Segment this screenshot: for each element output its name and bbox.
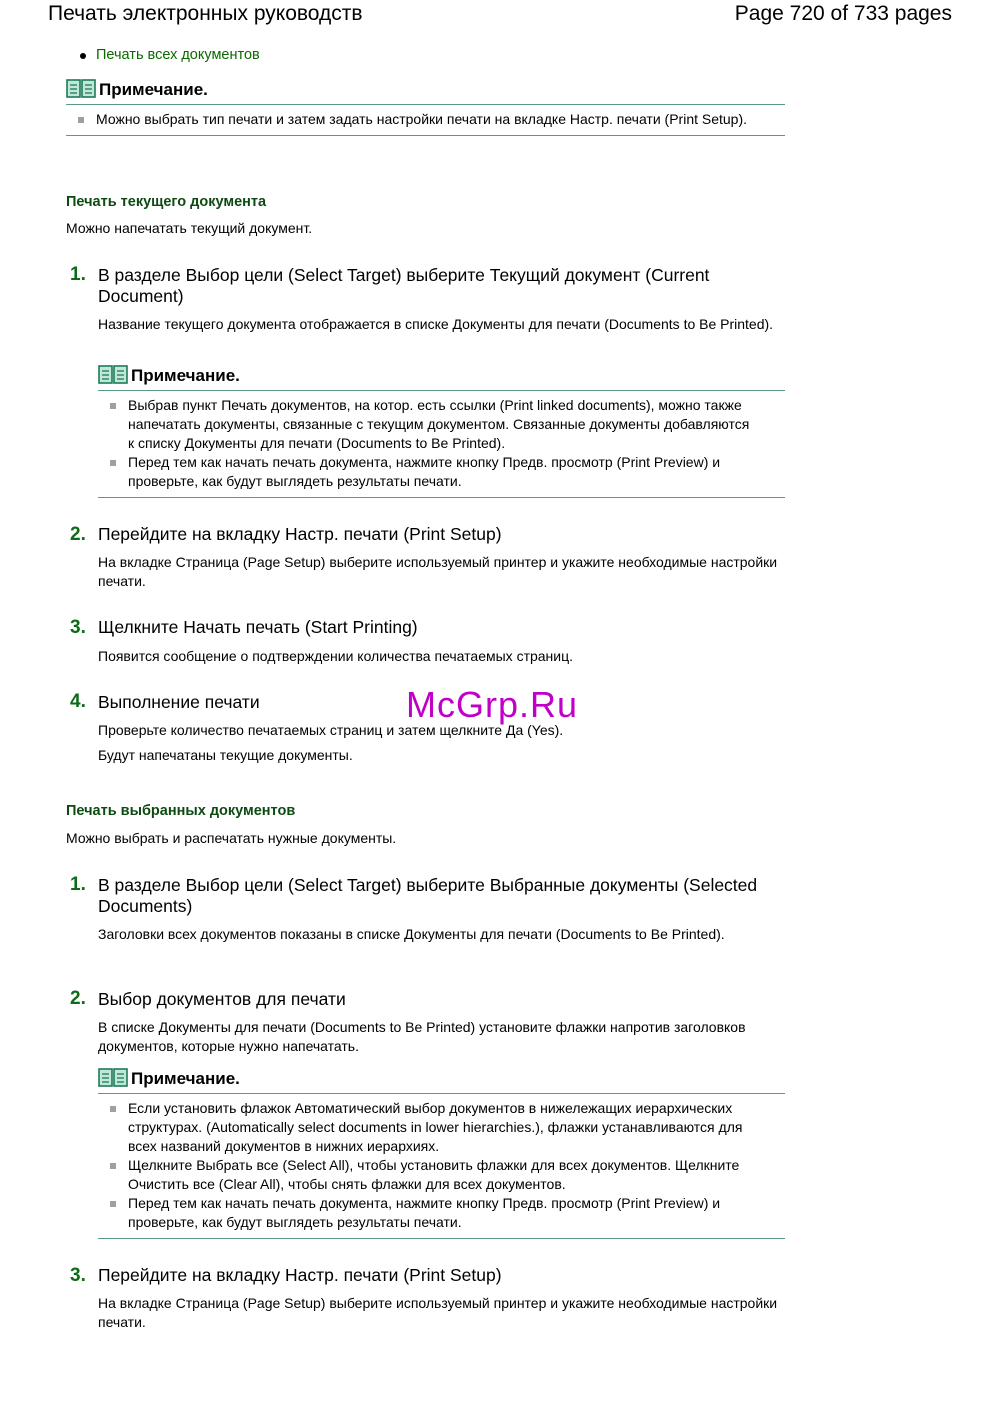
step-text: Появится сообщение о подтверждении количества печатаемых страниц. [98,648,574,664]
note-items [66,105,785,136]
book-icon [66,78,96,105]
step-text: Заголовки всех документов показаны в списке Документы для печати (Documents to Be Printed). [98,926,725,942]
page-counter: Page 720 of 733 pages [734,2,952,25]
note-item-text: Перед тем как начать печать документа, нажмите кнопку Предв. просмотр (Print Preview) и проверьте, как будут выглядеть результаты печати. [128,454,721,489]
note-label: Примечание. [99,80,208,99]
step-text: На вкладке Страница (Page Setup) выберите используемый принтер и укажите необходимые настройки печати. [98,554,778,589]
step-number: 1. [70,264,86,285]
section-title: Печать текущего документа [66,194,267,210]
note-item-text: Можно выбрать тип печати и затем задать настройки печати на вкладке Настр. печати (Print Setup). [96,111,748,127]
step-text: Название текущего документа отображается в списке Документы для печати (Documents to Be Printed). [98,316,774,332]
step-title: Выполнение печати [98,692,260,712]
print-all-documents-link[interactable]: Печать всех документов [96,47,260,63]
note-item [98,1099,755,1156]
bullet-dot [80,53,86,59]
step-title: Щелкните Начать печать (Start Printing) [98,617,418,637]
note-box [66,78,785,136]
note-box [98,1067,785,1239]
note-header [66,78,785,105]
note-label: Примечание. [131,366,240,385]
note-item-text: Если установить флажок Автоматический выбор документов в нижележащих иерархических структурах. (Automatically select documents in lower hierarchies.), флажки устанавливаются для всех названий документов в нижних иерархиях. [128,1100,743,1154]
site-watermark: McGrp.Ru [406,684,579,725]
section-intro: Можно выбрать и распечатать нужные документы. [66,830,397,846]
note-item-text: Выбрав пункт Печать документов, на котор. есть ссылки (Print linked documents), можно также напечатать документы, связанные с текущим документом. Связанные документы добавляются к списку Документы для печати (Documents to Be Printed). [128,397,750,451]
book-icon [98,1067,128,1094]
step-text: Будут напечатаны текущие документы. [98,747,353,763]
square-bullet [110,460,116,466]
note-items [98,391,785,498]
note-item [98,1194,755,1232]
step-title: Перейдите на вкладку Настр. печати (Print Setup) [98,524,502,544]
square-bullet [110,1106,116,1112]
step-number: 1. [70,874,86,895]
manual-title: Печать электронных руководств [48,2,363,25]
note-item [98,1156,755,1194]
section-title: Печать выбранных документов [66,803,296,819]
square-bullet [110,403,116,409]
note-header [98,1067,785,1094]
step-text: Проверьте количество печатаемых страниц и затем щелкните Да (Yes). [98,722,564,738]
square-bullet [110,1163,116,1169]
note-header [98,364,785,391]
step-number: 3. [70,1265,86,1286]
note-item-text: Щелкните Выбрать все (Select All), чтобы установить флажки для всех документов. Щелкните Очистить все (Clear All), чтобы снять флажки для всех документов. [128,1157,740,1192]
step-text: На вкладке Страница (Page Setup) выберите используемый принтер и укажите необходимые настройки печати. [98,1295,778,1330]
square-bullet [110,1201,116,1207]
note-item [66,110,785,129]
note-item [98,453,755,491]
note-box [98,364,785,498]
step-text: В списке Документы для печати (Documents to Be Printed) установите флажки напротив заголовков документов, которые нужно напечатать. [98,1019,746,1054]
step-number: 3. [70,617,86,638]
page-header [48,0,952,32]
step-number: 4. [70,691,86,712]
note-items [98,1094,785,1239]
step-title: Перейдите на вкладку Настр. печати (Print Setup) [98,1265,502,1285]
step-number: 2. [70,988,86,1009]
book-icon [98,364,128,391]
square-bullet [78,117,84,123]
step-title: Выбор документов для печати [98,989,346,1009]
step-title: В разделе Выбор цели (Select Target) выберите Текущий документ (Current Document) [98,265,710,306]
note-label: Примечание. [131,1069,240,1088]
note-item-text: Перед тем как начать печать документа, нажмите кнопку Предв. просмотр (Print Preview) и проверьте, как будут выглядеть результаты печати. [128,1195,721,1230]
note-item [98,396,755,453]
step-title: В разделе Выбор цели (Select Target) выберите Выбранные документы (Selected Documents) [98,875,758,916]
step-number: 2. [70,524,86,545]
section-intro: Можно напечатать текущий документ. [66,220,313,236]
